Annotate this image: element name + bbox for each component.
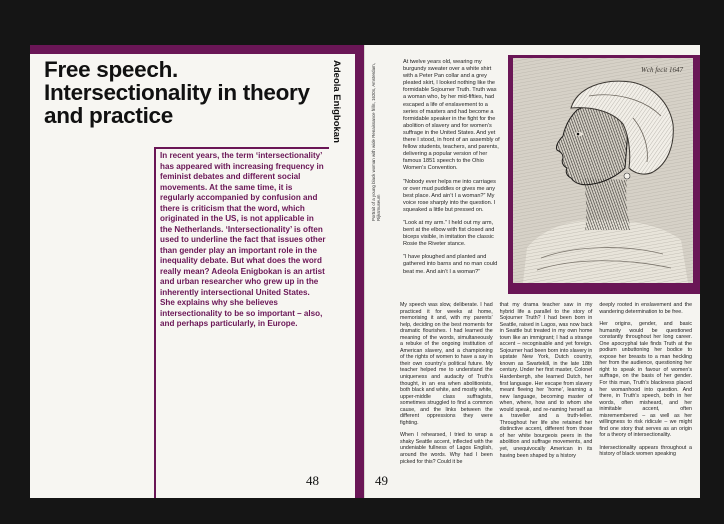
intro-paragraph: In recent years, the term ‘intersectionality’ has appeared with increasing frequency in feminist debates and different social movements. At the same time, it is regularly accompanied by confusion and there is criticism that the word, which originated in the US, is not applicable in the Netherlands. ‘Intersectionality’ is often used to underline the fact that issues other than gender play an important role in the inequality debate. But what does the word really mean? Adeola Enigbokan is an artist and urban researcher who grew up in the inherently intersectional United States. She explains why she believes intersectionality to be so important – also, and perhaps particularly, in Europe. — [160, 151, 326, 328]
text-column-2 — [500, 302, 593, 471]
body-text-columns — [400, 302, 692, 471]
article-headline: Free speech. Intersectionality in theory and practice — [44, 57, 310, 128]
purple-frame-top — [30, 45, 365, 54]
text-column-1 — [400, 302, 493, 471]
page-number-right: 49 — [375, 473, 388, 488]
image-caption: Portrait of a young black woman with wide Renaissance frills, 1620s, Amsterdam, Rijksmuseum — [371, 63, 381, 221]
paragraph: “Look at my arm.” I held out my arm, bent at the elbow with fist closed and biceps visible, in imitation the classic Rosie the Riveter stance. — [403, 219, 495, 248]
purple-frame-right — [355, 45, 364, 498]
top-text-column — [403, 59, 501, 282]
paragraph: When I rehearsed, I tried to wrap a shaky Seattle accent, inflected with the undeniable fullness of Lagos English, around the words. Why had I been picked for this? Could it be — [400, 432, 493, 465]
portrait-engraving — [513, 58, 693, 283]
paragraph: “I have ploughed and planted and gathered into barns and no man could beat me. And ain’t I a woman?” — [403, 254, 498, 275]
magazine-spread — [30, 45, 700, 498]
paragraph: Intersectionality appears throughout a history of black women speaking — [599, 444, 693, 458]
author-name: Adeola Enigbokan — [331, 60, 342, 143]
paragraph: At twelve years old, wearing my burgundy sweater over a white shirt with a Peter Pan collar and a grey pleated skirt, I looked nothing like the formidable Sojourner Truth. Truth was a woman who, by her mid-fifties, had escaped a life of enslavement to a series of masters and had become a formidable speaker in the fight for the abolition of slavery and for women’s suffrage in the United States. And yet there I stood, in front of an assembly of fellow students, teachers, and parents, delivering a popular version of her famous 1851 speech to the Ohio Women’s Convention. — [403, 59, 500, 172]
page-number-left: 48 — [306, 473, 319, 488]
paragraph: Her origins, gender, and basic humanity would be questioned constantly throughout her long career. One apocryphal tale finds Truth at the podium unbuttoning her bodice to expose her breasts to a man heckling her from the audience, questioning her right to speak in favour of women’s suffrage, on the basis of her gender. For this man, Truth’s blackness placed her womanhood into question. And there, in Truth’s speech, both in her words, often misheard, and her inimitable accent, often misremembered – as well as her willingness to risk ridicule – we might find one story that serves as an origin for a theory of intersectionality. — [599, 321, 693, 439]
engraving-inscription: Wch fecit 1647 — [641, 66, 683, 74]
paragraph: deeply rooted in enslavement and the wandering determination to be free. — [599, 302, 693, 315]
right-page — [365, 45, 700, 498]
left-page — [30, 45, 365, 498]
paragraph: “Nobody ever helps me into carriages or over mud puddles or gives me any best place. And ain’t I a woman?” My voice rose sharply into the question. I squeaked a little but pressed on. — [403, 178, 496, 213]
paragraph: My speech was slow, deliberate. I had practiced it for weeks at home, memorising it and, with my parents’ help, deciding on the best moments for dramatic flourishes. I had learned the meaning of the words, simultaneously a rebuke of the ongoing institution of American slavery, and a championing of the rights of women to have a say in their own country’s political future. My teacher helped me to understand the uniqueness and audacity of Truth’s thought, in an era when abolitionists, both black and white, and mostly white, upper-middle class suffragists, sometimes struggled to find a common cause, and the links between the different oppressions they were fighting. — [400, 302, 493, 426]
text-column-3 — [599, 302, 692, 471]
portrait-illustration — [513, 58, 693, 283]
paragraph: that my drama teacher saw in my hybrid life a parallel to the story of Sojourner Truth? I had been born in Seattle, raised in Lagos, was now back in Seattle but treated in my own home town like an immigrant; I had a strange accent – recognisable and yet foreign. Sojourner had been born into slavery in upstate New York, Dutch country, known as Swartekill, in the late 18th century. Under her first master, Colonel Hardenbergh, she learned Dutch, her first language. Her escape from slavery meant fleeing her ‘home’, learning a new language, becoming master of when, where, how and to whom she would speak, and re-naming herself as a traveller and a truth-teller. Throughout her life she retained her distinctive accent, different from those of her white bourgeois peers in the abolition and suffrage movements, and yet, unequivocally American in its having been shaped by a history — [499, 302, 593, 459]
